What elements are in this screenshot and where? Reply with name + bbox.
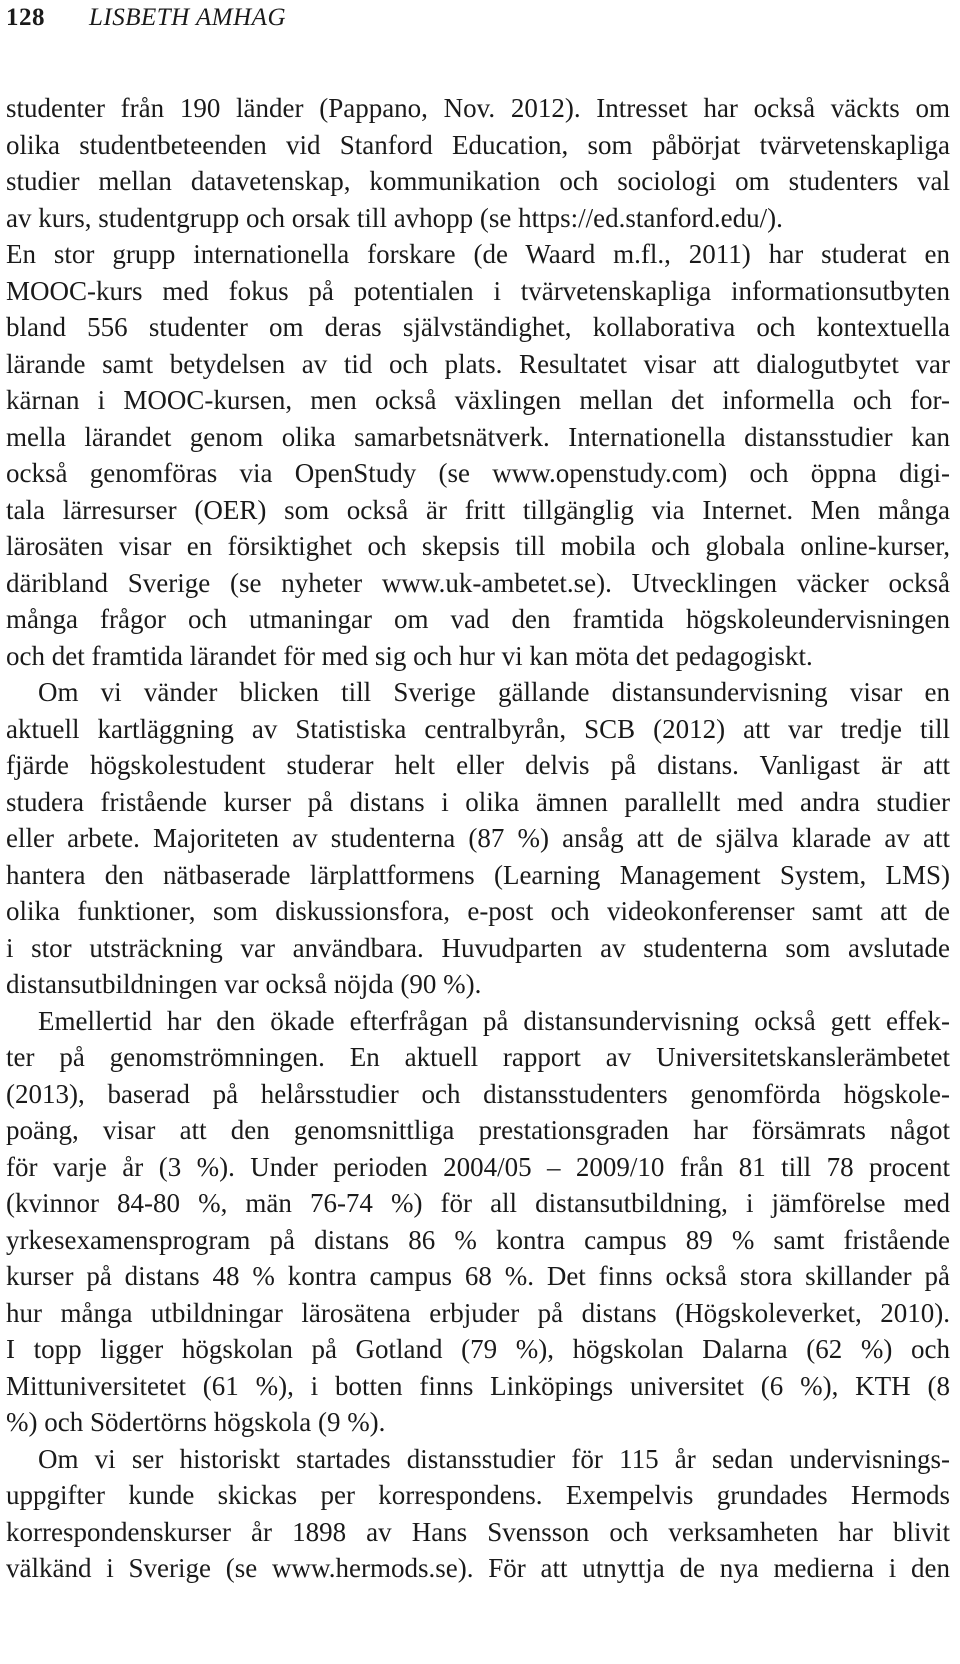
text-line: yrkesexamensprogram på distans 86 % kontra campus 89 % samt fristående	[6, 1224, 950, 1255]
text-line: Om vi ser historiskt startades distansstudier för 115 år sedan undervisnings-	[38, 1443, 950, 1474]
text-line: distansutbildningen var också nöjda (90 %).	[6, 969, 482, 999]
text-line: välkänd i Sverige (se www.hermods.se). För att utnyttja de nya medierna i den	[6, 1553, 950, 1583]
running-head-author: LISBETH AMHAG	[89, 4, 287, 31]
text-line: studenter från 190 länder (Pappano, Nov. 2012). Intresset har också väckts om	[6, 93, 950, 123]
text-line: En stor grupp internationella forskare (de Waard m.fl., 2011) har studerat en	[6, 239, 950, 269]
running-header	[6, 0, 286, 36]
text-line: av kurs, studentgrupp och orsak till avhopp (se https://ed.stanford.edu/).	[6, 202, 783, 233]
text-line: mella lärandet genom olika samarbetsnätverk. Internationella distansstudier kan	[6, 421, 950, 452]
text-line: kurser på distans 48 % kontra campus 68 %. Det finns också stora skillander på	[6, 1261, 950, 1291]
text-line: många frågor och utmaningar om vad den framtida högskoleundervisningen	[6, 604, 950, 634]
text-line: bland 556 studenter om deras självständighet, kollaborativa och kontextuella	[6, 312, 950, 342]
text-line: för varje år (3 %). Under perioden 2004/05 – 2009/10 från 81 till 78 procent	[6, 1151, 950, 1182]
text-line: poäng, visar att den genomsnittliga prestationsgraden har försämrats något	[6, 1115, 950, 1145]
text-line: (2013), baserad på helårsstudier och distansstudenters genomförda högskole-	[6, 1078, 950, 1109]
text-line: också genomföras via OpenStudy (se www.openstudy.com) och öppna digi-	[6, 458, 950, 488]
text-line: eller arbete. Majoriteten av studenterna (87 %) ansåg att de själva klarade av att	[6, 823, 950, 853]
body-text	[6, 90, 950, 1587]
text-line: hur många utbildningar lärosätena erbjuder på distans (Högskoleverket, 2010).	[6, 1297, 950, 1328]
text-line: Emellertid har den ökade efterfrågan på distansundervisning också gett effek-	[38, 1005, 950, 1036]
text-line: %) och Södertörns högskola (9 %).	[6, 1407, 386, 1437]
text-line: (kvinnor 84-80 %, män 76-74 %) för all distansutbildning, i jämförelse med	[6, 1188, 950, 1218]
text-line: olika studentbeteenden vid Stanford Education, som påbörjat tvärvetenskapliga	[6, 129, 950, 160]
text-line: lärande samt betydelsen av tid och plats. Resultatet visar att dialogutbytet var	[6, 348, 950, 379]
text-line: studier mellan datavetenskap, kommunikation och sociologi om studenters val	[6, 166, 950, 196]
text-line: uppgifter kunde skickas per korrespondens. Exempelvis grundades Hermods	[6, 1480, 950, 1510]
text-line: fjärde högskolestudent studerar helt eller delvis på distans. Vanligast är att	[6, 750, 950, 780]
text-line: studera fristående kurser på distans i olika ämnen parallellt med andra studier	[6, 786, 950, 817]
text-line: aktuell kartläggning av Statistiska centralbyrån, SCB (2012) att var tredje till	[6, 713, 950, 744]
text-line: tala lärresurser (OER) som också är fritt tillgänglig via Internet. Men många	[6, 494, 950, 525]
text-line: kärnan i MOOC-kursen, men också växlingen mellan det informella och for-	[6, 385, 950, 415]
text-line: MOOC-kurs med fokus på potentialen i tvärvetenskapliga informationsutbyten	[6, 275, 950, 306]
page-number: 128	[6, 4, 45, 31]
text-line: däribland Sverige (se nyheter www.uk-ambetet.se). Utvecklingen väcker också	[6, 567, 950, 598]
text-line: olika funktioner, som diskussionsfora, e-post och videokonferenser samt att de	[6, 896, 950, 926]
text-line: I topp ligger högskolan på Gotland (79 %), högskolan Dalarna (62 %) och	[6, 1334, 950, 1364]
text-line: hantera den nätbaserade lärplattformens (Learning Management System, LMS)	[6, 859, 950, 890]
text-line: korrespondenskurser år 1898 av Hans Svensson och verksamheten har blivit	[6, 1516, 950, 1547]
text-line: lärosäten visar en försiktighet och skepsis till mobila och globala online-kurser,	[6, 531, 950, 561]
text-line: Om vi vänder blicken till Sverige gällande distansundervisning visar en	[38, 677, 950, 707]
text-line: ter på genomströmningen. En aktuell rapport av Universitetskanslerämbetet	[6, 1042, 950, 1072]
text-line: och det framtida lärandet för med sig och hur vi kan möta det pedagogiskt.	[6, 640, 813, 671]
text-line: i stor utsträckning var användbara. Huvudparten av studenterna som avslutade	[6, 932, 950, 963]
text-line: Mittuniversitetet (61 %), i botten finns Linköpings universitet (6 %), KTH (8	[6, 1370, 950, 1401]
